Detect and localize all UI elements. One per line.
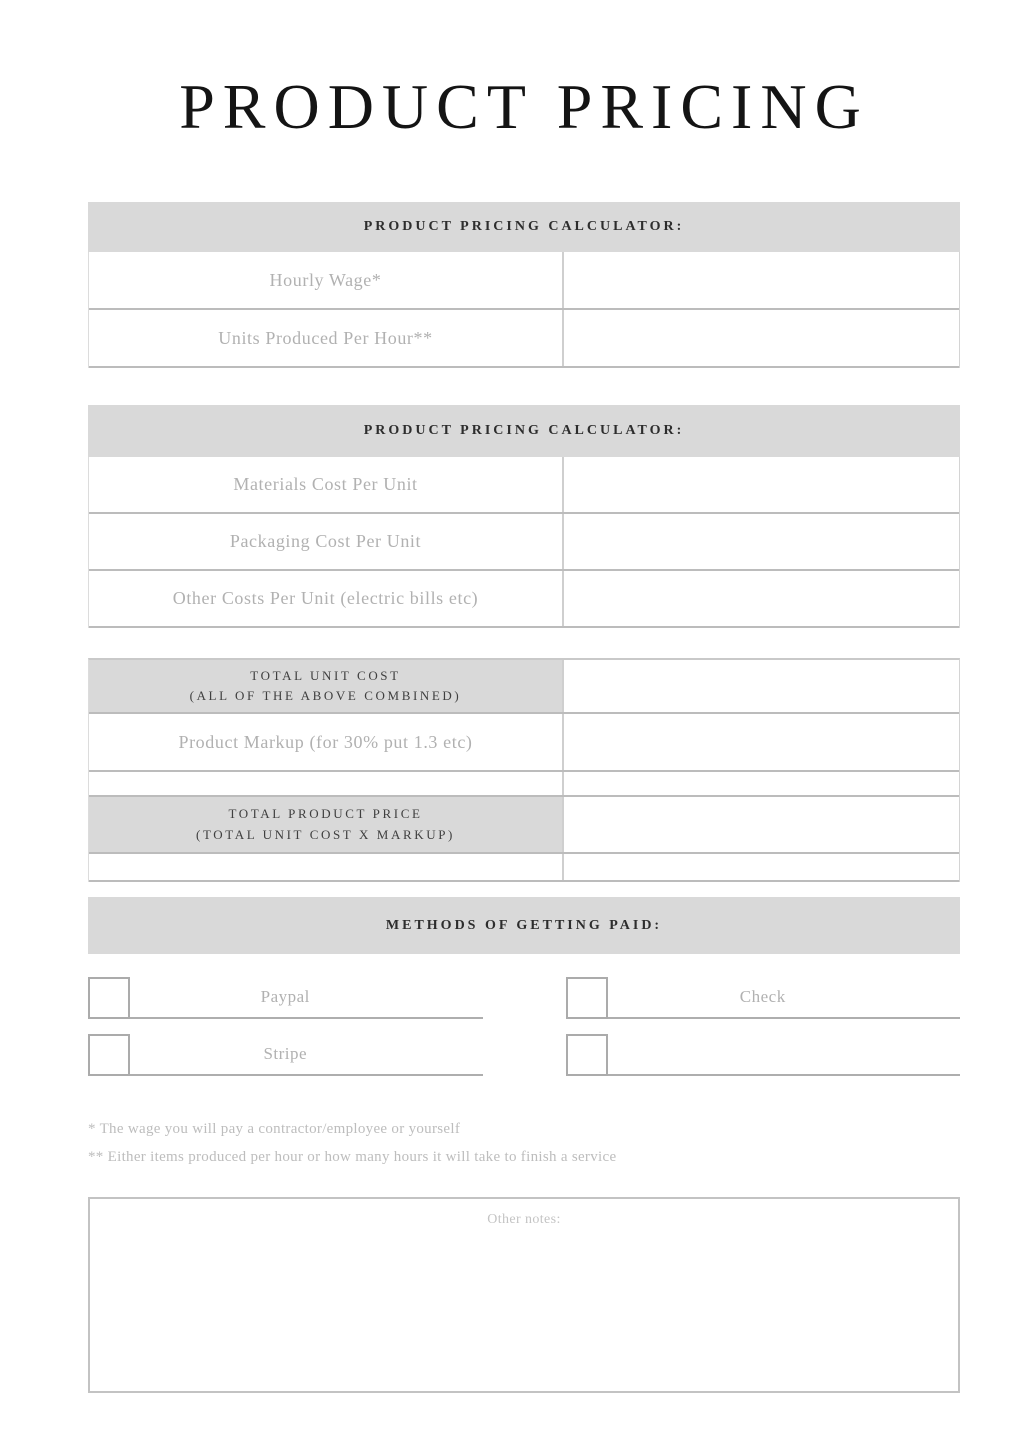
row-label-packaging-cost: Packaging Cost Per Unit [229, 531, 422, 551]
value-cell-units-per-hour[interactable] [564, 310, 959, 366]
value-cell-other-costs[interactable] [564, 571, 959, 626]
label-cell [89, 571, 564, 626]
value-cell-product-markup[interactable] [564, 714, 959, 770]
blank-cell[interactable] [564, 772, 959, 795]
table-row [89, 514, 959, 571]
total-unit-cost-header-cell [89, 660, 564, 712]
table-row [89, 457, 959, 514]
total-unit-cost-title: TOTAL UNIT COST [250, 667, 401, 683]
calculator-section-2 [88, 405, 960, 628]
blank-cell[interactable] [564, 854, 959, 880]
blank-cell[interactable] [89, 772, 564, 795]
calculator-section-1 [88, 202, 960, 368]
row-label-other-costs: Other Costs Per Unit (electric bills etc) [172, 588, 479, 608]
value-cell-total-product-price[interactable] [564, 797, 959, 852]
label-cell [89, 252, 564, 308]
payment-methods-section [88, 897, 960, 1076]
page-content [88, 0, 960, 1393]
total-product-price-header-cell [89, 797, 564, 852]
value-cell-total-unit-cost[interactable] [564, 660, 959, 712]
check-label: Check [739, 987, 786, 1006]
calculator-2-header: PRODUCT PRICING CALCULATOR: [88, 405, 960, 457]
totals-rows [88, 658, 960, 882]
footnote-1: * The wage you will pay a contractor/employee or yourself [88, 1121, 461, 1137]
payment-option-blank [566, 1034, 961, 1076]
label-cell [89, 714, 564, 770]
table-row [89, 714, 959, 772]
label-cell [89, 514, 564, 569]
table-row [89, 252, 959, 310]
spacer-row [89, 772, 959, 797]
payment-option-check [566, 977, 961, 1019]
label-cell [89, 457, 564, 512]
calculator-1-header: PRODUCT PRICING CALCULATOR: [88, 202, 960, 252]
value-cell-packaging-cost[interactable] [564, 514, 959, 569]
payment-option-stripe [88, 1034, 483, 1076]
total-product-price-title: TOTAL PRODUCT PRICE [228, 806, 423, 822]
row-label-units-per-hour: Units Produced Per Hour** [218, 327, 433, 348]
table-row [89, 310, 959, 368]
value-cell-hourly-wage[interactable] [564, 252, 959, 308]
other-notes-label: Other notes: [487, 1212, 561, 1227]
footnotes [88, 1121, 960, 1166]
calculator-1-rows [88, 252, 960, 368]
spacer-row [89, 854, 959, 882]
calculator-2-rows [88, 457, 960, 628]
row-label-product-markup: Product Markup (for 30% put 1.3 etc) [178, 731, 473, 752]
footnote-2: ** Either items produced per hour or how many hours it will take to finish a service [88, 1149, 617, 1165]
blank-cell[interactable] [89, 854, 564, 880]
payment-methods-header: METHODS OF GETTING PAID: [88, 897, 960, 954]
row-label-materials-cost: Materials Cost Per Unit [233, 474, 418, 494]
table-row [89, 660, 959, 714]
payment-options-grid [88, 977, 960, 1076]
payment-option-paypal [88, 977, 483, 1019]
value-cell-materials-cost[interactable] [564, 457, 959, 512]
other-notes-box[interactable] [88, 1197, 960, 1393]
totals-section [88, 658, 960, 882]
page-title: PRODUCT PRICING [179, 71, 869, 142]
table-row [89, 797, 959, 854]
total-unit-cost-subtitle: (ALL OF THE ABOVE COMBINED) [189, 688, 462, 703]
stripe-label: Stripe [263, 1044, 308, 1063]
total-product-price-subtitle: (TOTAL UNIT COST X MARKUP) [196, 826, 455, 842]
table-row [89, 571, 959, 628]
paypal-label: Paypal [260, 987, 310, 1006]
blank-label [566, 1034, 961, 1074]
row-label-hourly-wage: Hourly Wage* [269, 269, 382, 290]
label-cell [89, 310, 564, 366]
